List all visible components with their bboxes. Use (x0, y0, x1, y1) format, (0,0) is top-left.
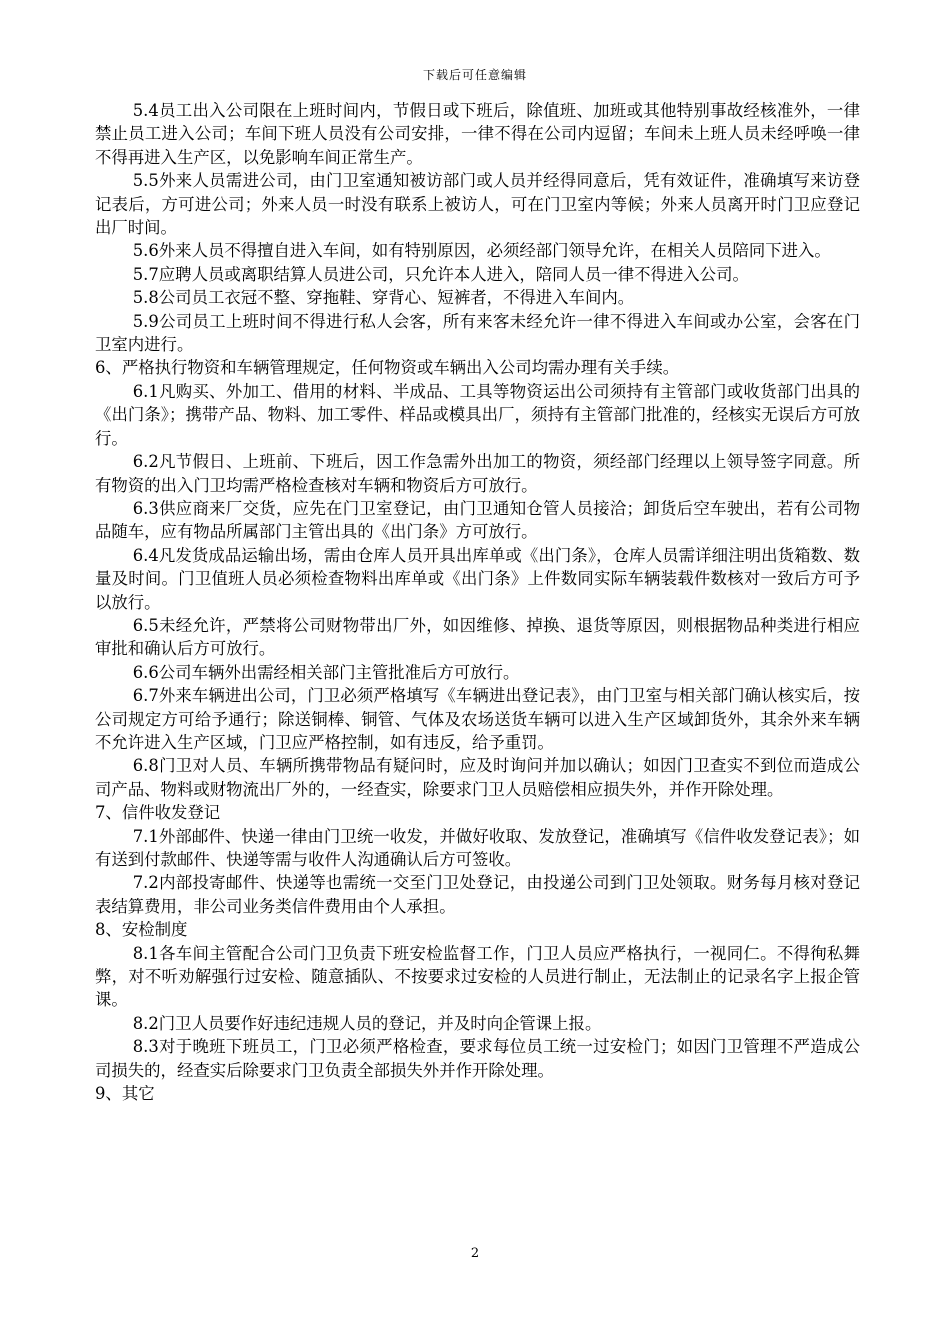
paragraph-6-4: 6.4凡发货成品运输出场，需由仓库人员开具出库单或《出门条》，仓库人员需详细注明出货箱数、数量及时间。门卫值班人员必须检查物料出库单或《出门条》上件数同实际车辆装载件数核对一致后方可予以放行。 (95, 545, 860, 612)
paragraph-6-5: 6.5未经允许，严禁将公司财物带出厂外，如因维修、掉换、退货等原因，则根据物品种类进行相应审批和确认后方可放行。 (95, 615, 860, 659)
paragraph-5-7: 5.7应聘人员或离职结算人员进公司，只允许本人进入，陪同人员一律不得进入公司。 (132, 264, 749, 284)
paragraph-6-8: 6.8门卫对人员、车辆所携带物品有疑问时，应及时询问并加以确认；如因门卫查实不到位而造成公司产品、物料或财物流出厂外的，一经查实，除要求门卫人员赔偿相应损失外，并作开除处理。 (95, 756, 860, 799)
paragraph-5-6: 5.6外来人员不得擅自进入车间，如有特别原因，必须经部门领导允许，在相关人员陪同下进入。 (132, 241, 831, 261)
document-body (95, 99, 860, 1105)
paragraph-6-7: 6.7外来车辆进出公司，门卫必须严格填写《车辆进出登记表》，由门卫室与相关部门确认核实后，按公司规定方可给予通行；除送铜棒、铜管、气体及农场送货车辆可以进入生产区域卸货外，其余外来车辆不允许进入生产区域，门卫应严格控制，如有违反，给予重罚。 (95, 686, 860, 752)
paragraph-8-1: 8.1各车间主管配合公司门卫负责下班安检监督工作，门卫人员应严格执行，一视同仁。不得徇私舞弊，对不听劝解强行过安检、随意插队、不按要求过安检的人员进行制止，无法制止的记录名字上报企管课。 (95, 943, 860, 1010)
paragraph-6-3: 6.3供应商来厂交货，应先在门卫室登记，由门卫通知仓管人员接洽；卸货后空车驶出，若有公司物品随车，应有物品所属部门主管出具的《出门条》方可放行。 (95, 498, 860, 542)
paragraph-7-1: 7.1外部邮件、快递一律由门卫统一收发，并做好收取、发放登记，准确填写《信件收发登记表》；如有送到付款邮件、快递等需与收件人沟通确认后方可签收。 (95, 826, 860, 869)
page-header: 下载后可任意编辑 (422, 68, 527, 82)
paragraph-5-9: 5.9公司员工上班时间不得进行私人会客，所有来客未经允许一律不得进入车间或办公室，会客在门卫室内进行。 (95, 311, 860, 355)
page-number: 2 (470, 1246, 480, 1261)
paragraph-7-2: 7.2内部投寄邮件、快递等也需统一交至门卫处登记，由投递公司到门卫处领取。财务每月核对登记表结算费用，非公司业务类信件费用由个人承担。 (95, 873, 860, 916)
paragraph-5-8: 5.8公司员工衣冠不整、穿拖鞋、穿背心、短裤者，不得进入车间内。 (132, 288, 635, 308)
paragraph-6-2: 6.2凡节假日、上班前、下班后，因工作急需外出加工的物资，须经部门经理以上领导签字同意。所有物资的出入门卫均需严格检查核对车辆和物资后方可放行。 (95, 452, 860, 495)
paragraph-6-6: 6.6公司车辆外出需经相关部门主管批准后方可放行。 (132, 662, 520, 682)
paragraph-8-3: 8.3对于晚班下班员工，门卫必须严格检查，要求每位员工统一过安检门；如因门卫管理不严造成公司损失的，经查实后除要求门卫负责全部损失外并作开除处理。 (95, 1037, 860, 1080)
paragraph-5-5: 5.5外来人员需进公司，由门卫室通知被访部门或人员并经得同意后，凭有效证件，准确填写来访登记表后，方可进公司；外来人员一时没有联系上被访人，可在门卫室内等候；外来人员离开时门卫应登记出厂时间。 (95, 171, 860, 238)
section-heading-8: 8、安检制度 (95, 920, 188, 940)
section-heading-9: 9、其它 (95, 1084, 155, 1104)
section-heading-7: 7、信件收发登记 (95, 803, 221, 823)
paragraph-5-4: 5.4员工出入公司限在上班时间内，节假日或下班后，除值班、加班或其他特别事故经核准外，一律禁止员工进入公司；车间下班人员没有公司安排，一律不得在公司内逗留；车间未上班人员未经呼唤一律不得再进入生产区，以免影响车间正常生产。 (95, 101, 860, 167)
paragraph-8-2: 8.2门卫人员要作好违纪违规人员的登记，并及时向企管课上报。 (132, 1013, 602, 1033)
section-heading-6: 6、严格执行物资和车辆管理规定，任何物资或车辆出入公司均需办理有关手续。 (95, 358, 680, 378)
paragraph-6-1: 6.1凡购买、外加工、借用的材料、半成品、工具等物资运出公司须持有主管部门或收货部门出具的《出门条》；携带产品、物料、加工零件、样品或模具出厂，须持有主管部门批准的，经核实无误后方可放行。 (95, 381, 860, 448)
